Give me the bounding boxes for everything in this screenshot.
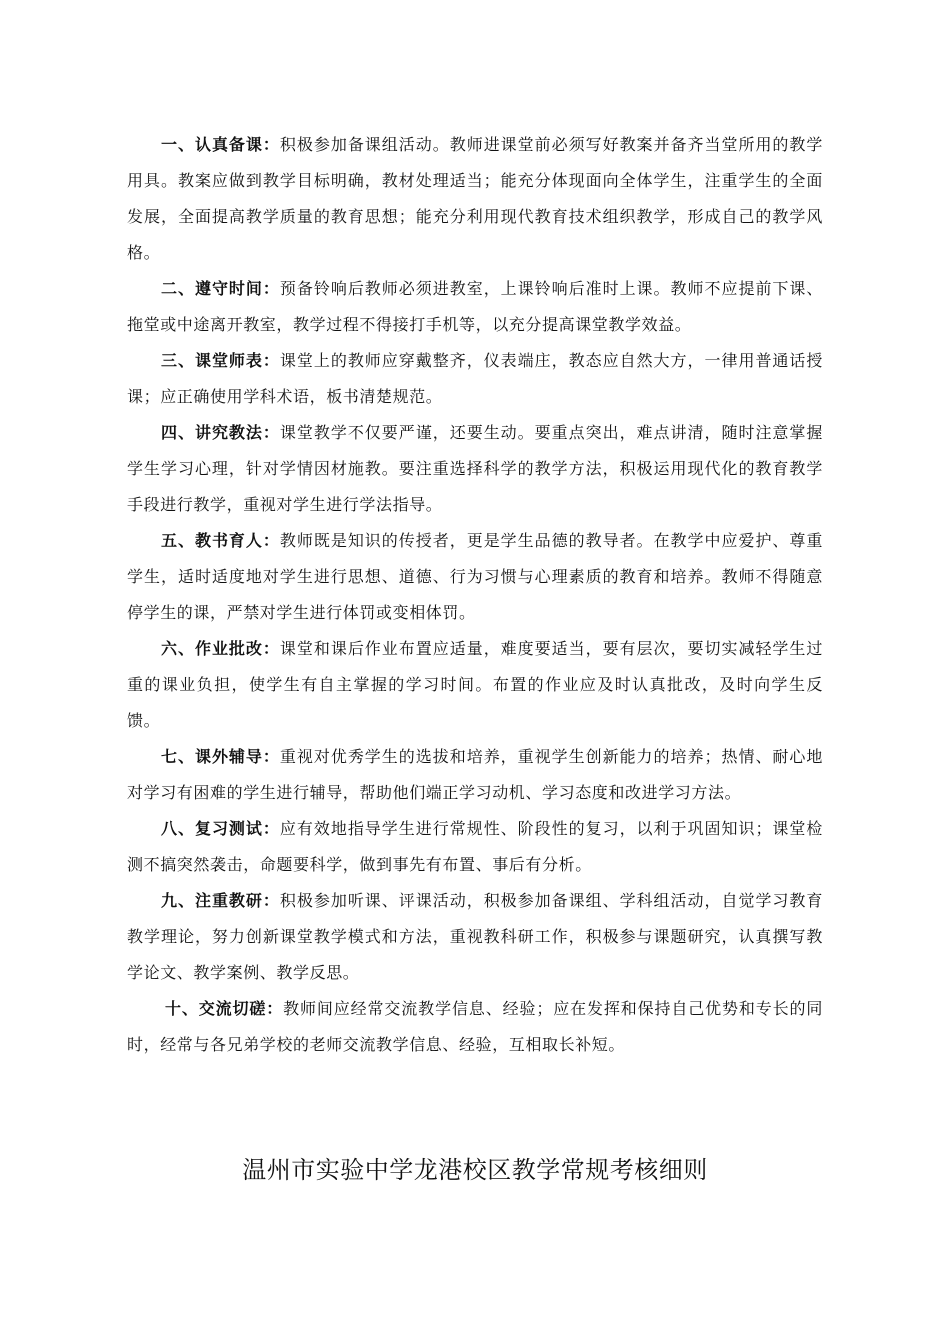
paragraph-text: 课堂和课后作业布置应适量，难度要适当，要有层次，要切实减轻学生过重的课业负担，使学生有自主掌握的学习时间。布置的作业应及时认真批改，及时向学生反馈。: [127, 639, 823, 730]
paragraph-heading: 三、课堂师表：: [161, 351, 280, 370]
paragraph-text: 应有效地指导学生进行常规性、阶段性的复习，以利于巩固知识；课堂检测不搞突然袭击，命题要科学，做到事先有布置、事后有分析。: [127, 819, 823, 874]
paragraph-review-testing: [127, 811, 823, 883]
regulations-body: [127, 127, 823, 1063]
paragraph-homework-grading: [127, 631, 823, 739]
paragraph-heading: 二、遵守时间：: [161, 279, 280, 298]
paragraph-heading: 十、交流切磋：: [165, 999, 284, 1018]
paragraph-text: 积极参加备课组活动。教师进课堂前必须写好教案并备齐当堂所用的教学用具。教案应做到教学目标明确，教材处理适当；能充分体现面向全体学生，注重学生的全面发展，全面提高教学质量的教育思想；能充分利用现代教育技术组织教学，形成自己的教学风格。: [127, 135, 823, 262]
paragraph-text: 重视对优秀学生的选拔和培养，重视学生创新能力的培养；热情、耐心地对学习有困难的学生进行辅导，帮助他们端正学习动机、学习态度和改进学习方法。: [127, 747, 823, 802]
paragraph-educate-people: [127, 523, 823, 631]
paragraph-heading: 八、复习测试：: [161, 819, 280, 838]
paragraph-teaching-methods: [127, 415, 823, 523]
paragraph-text: 教师间应经常交流教学信息、经验；应在发挥和保持自己优势和专长的同时，经常与各兄弟学校的老师交流教学信息、经验，互相取长补短。: [127, 999, 823, 1054]
paragraph-heading: 五、教书育人：: [161, 531, 280, 550]
paragraph-text: 预备铃响后教师必须进教室，上课铃响后准时上课。教师不应提前下课、拖堂或中途离开教室，教学过程不得接打手机等，以充分提高课堂教学效益。: [127, 279, 823, 334]
paragraph-heading: 四、讲究教法：: [161, 423, 280, 442]
paragraph-heading: 九、注重教研：: [161, 891, 280, 910]
paragraph-text: 教师既是知识的传授者，更是学生品德的教导者。在教学中应爱护、尊重学生，适时适度地对学生进行思想、道德、行为习惯与心理素质的教育和培养。教师不得随意停学生的课，严禁对学生进行体罚或变相体罚。: [127, 531, 823, 622]
paragraph-punctuality: [127, 271, 823, 343]
paragraph-classroom-demeanor: [127, 343, 823, 415]
section-title: 温州市实验中学龙港校区教学常规考核细则: [242, 1156, 708, 1184]
paragraph-tutoring: [127, 739, 823, 811]
paragraph-heading: 一、认真备课：: [161, 135, 280, 154]
paragraph-heading: 六、作业批改：: [161, 639, 280, 658]
paragraph-heading: 七、课外辅导：: [161, 747, 280, 766]
paragraph-text: 课堂教学不仅要严谨，还要生动。要重点突出，难点讲清，随时注意掌握学生学习心理，针对学情因材施教。要注重选择科学的教学方法，积极运用现代化的教育教学手段进行教学，重视对学生进行学法指导。: [127, 423, 823, 514]
paragraph-prepare-lessons: [127, 127, 823, 271]
paragraph-text: 积极参加听课、评课活动，积极参加备课组、学科组活动，自觉学习教育教学理论，努力创新课堂教学模式和方法，重视教科研工作，积极参与课题研究，认真撰写教学论文、教学案例、教学反思。: [127, 891, 823, 982]
paragraph-text: 课堂上的教师应穿戴整齐，仪表端庄，教态应自然大方，一律用普通话授课；应正确使用学科术语，板书清楚规范。: [127, 351, 823, 406]
paragraph-teaching-research: [127, 883, 823, 991]
paragraph-exchange: [127, 991, 823, 1063]
